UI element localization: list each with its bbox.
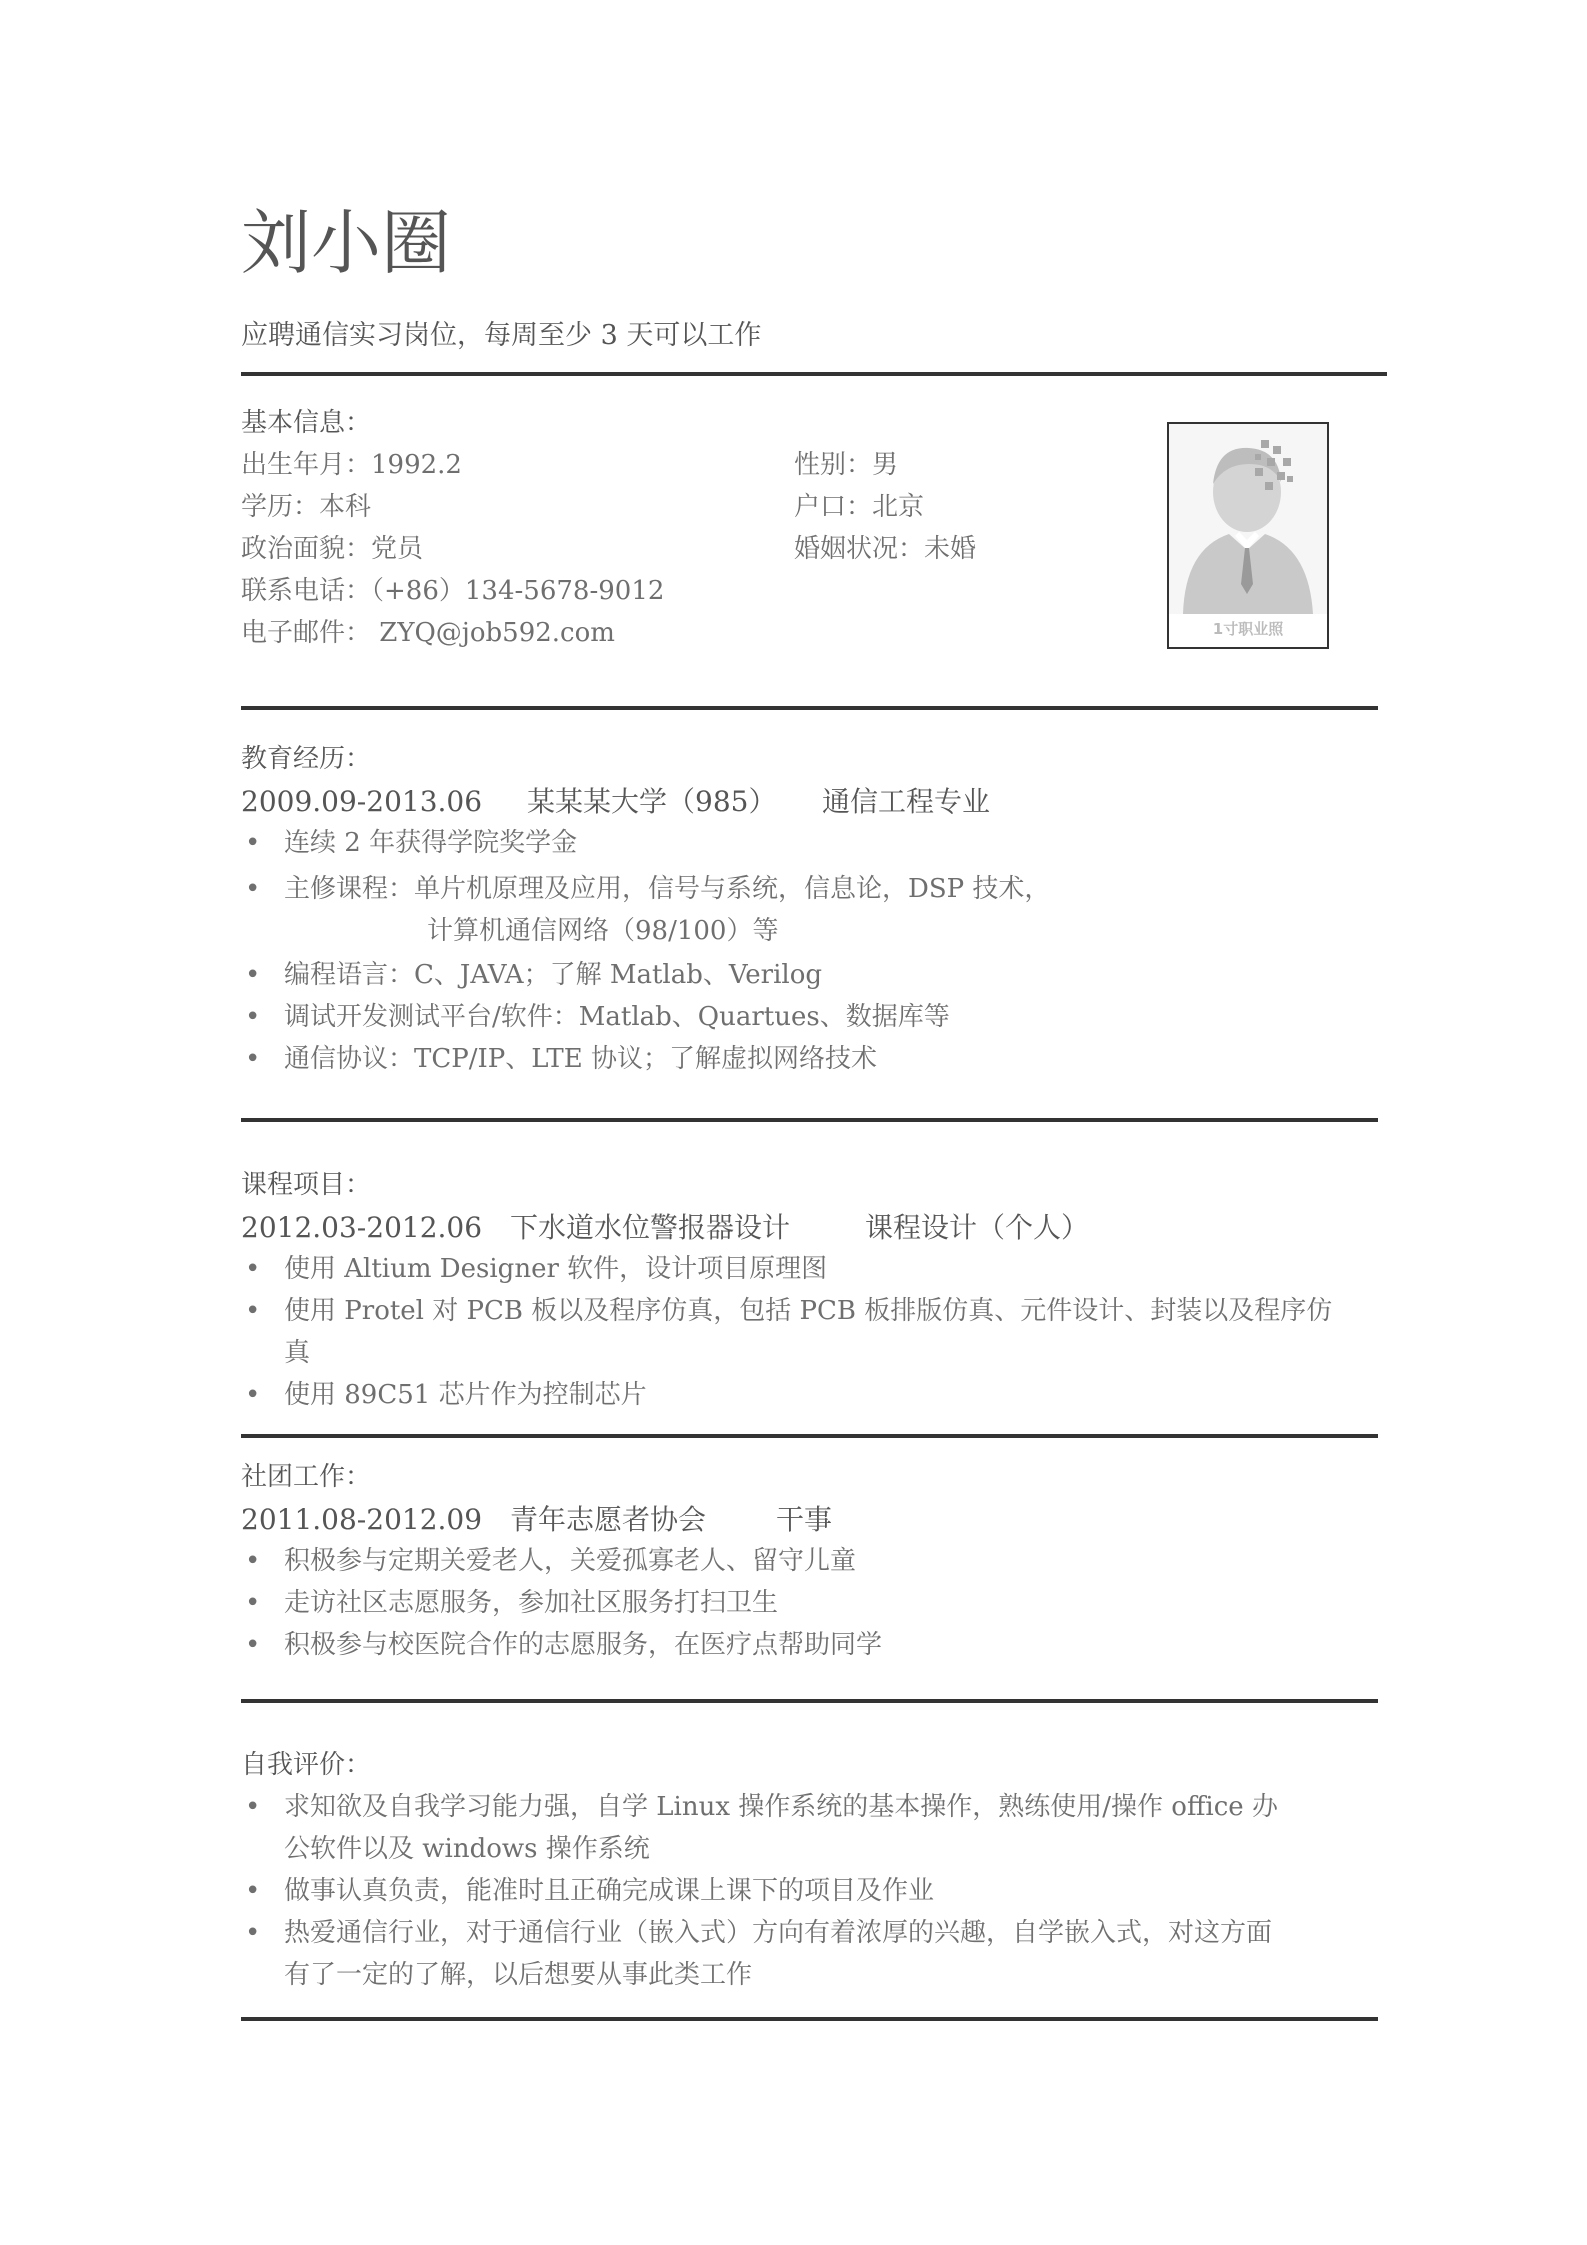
club-period: 2011.08-2012.09: [241, 1503, 483, 1536]
bullet-icon: •: [245, 1044, 261, 1074]
bullet-icon: •: [245, 1918, 261, 1948]
project-period: 2012.03-2012.06: [241, 1211, 483, 1244]
bullet-icon: •: [245, 1546, 261, 1576]
bullet-icon: •: [245, 828, 261, 858]
list-item-text: 调试开发测试平台/软件：Matlab、Quartues、数据库等: [284, 1002, 950, 1032]
political-status: 政治面貌：党员: [241, 534, 424, 564]
divider: [241, 706, 1378, 710]
profile-photo: [1167, 422, 1329, 649]
bullet-icon: •: [245, 1876, 261, 1906]
bullet-icon: •: [245, 1630, 261, 1660]
hukou: 户口：北京: [794, 492, 925, 522]
club-heading: [0, 1503, 1587, 1538]
divider: [241, 2017, 1378, 2021]
divider: [241, 1118, 1378, 1122]
avatar-placeholder-icon: [1169, 424, 1327, 647]
marital-status: 婚姻状况：未婚: [794, 534, 977, 564]
divider: [241, 1434, 1378, 1438]
divider: [241, 1699, 1378, 1703]
bullet-icon: •: [245, 1380, 261, 1410]
list-item-text: 有了一定的了解，以后想要从事此类工作: [284, 1960, 753, 1990]
education-period: 2009.09-2013.06: [241, 785, 483, 818]
bullet-icon: •: [245, 1588, 261, 1618]
list-item-text: 计算机通信网络（98/100）等: [427, 916, 779, 946]
section-title-self-eval: 自我评价：: [241, 1750, 372, 1780]
bullet-icon: •: [245, 960, 261, 990]
list-item-text: 使用 Altium Designer 软件，设计项目原理图: [284, 1254, 828, 1284]
education-school: 某某某大学（985）: [527, 785, 777, 818]
section-title-club: 社团工作：: [241, 1462, 372, 1492]
resume-name: 刘小圈: [241, 202, 451, 284]
section-title-project: 课程项目：: [241, 1170, 372, 1200]
project-name: 下水道水位警报器设计: [510, 1211, 791, 1244]
education-heading: [0, 785, 1587, 820]
bullet-icon: •: [245, 1254, 261, 1284]
project-heading: [0, 1211, 1587, 1246]
list-item-text: 积极参与定期关爱老人，关爱孤寡老人、留守儿童: [284, 1546, 857, 1576]
list-item-text: 通信协议：TCP/IP、LTE 协议；了解虚拟网络技术: [284, 1044, 877, 1074]
project-type: 课程设计（个人）: [865, 1211, 1090, 1244]
section-title-basic-info: 基本信息：: [241, 408, 372, 438]
list-item-text: 连续 2 年获得学院奖学金: [284, 828, 578, 858]
bullet-icon: •: [245, 1002, 261, 1032]
section-title-education: 教育经历：: [241, 744, 372, 774]
email[interactable]: 电子邮件： ZYQ@job592.com: [241, 618, 615, 648]
list-item-text: 使用 Protel 对 PCB 板以及程序仿真，包括 PCB 板排版仿真、元件设计、封装以及程序仿: [284, 1296, 1333, 1326]
club-org: 青年志愿者协会: [510, 1503, 707, 1536]
list-item-text: 积极参与校医院合作的志愿服务，在医疗点帮助同学: [284, 1630, 883, 1660]
bullet-icon: •: [245, 874, 261, 904]
phone: 联系电话：（+86）134-5678-9012: [241, 576, 665, 606]
bullet-icon: •: [245, 1792, 261, 1822]
club-role: 干事: [776, 1503, 833, 1536]
birth-date: 出生年月：1992.2: [241, 450, 462, 480]
job-objective: 应聘通信实习岗位，每周至少 3 天可以工作: [241, 320, 762, 351]
list-item-text: 求知欲及自我学习能力强，自学 Linux 操作系统的基本操作，熟练使用/操作 office 办: [284, 1792, 1278, 1822]
gender: 性别：男: [794, 450, 899, 480]
list-item-text: 主修课程：单片机原理及应用，信号与系统，信息论，DSP 技术，: [284, 874, 1051, 904]
list-item-text: 使用 89C51 芯片作为控制芯片: [284, 1380, 647, 1410]
list-item-text: 做事认真负责，能准时且正确完成课上课下的项目及作业: [284, 1876, 935, 1906]
photo-label: 1寸职业照: [1212, 620, 1284, 638]
list-item-text: 编程语言：C、JAVA；了解 Matlab、Verilog: [284, 960, 823, 990]
bullet-icon: •: [245, 1296, 261, 1326]
education-level: 学历：本科: [241, 492, 372, 522]
list-item-text: 公软件以及 windows 操作系统: [284, 1834, 650, 1864]
education-major: 通信工程专业: [822, 785, 991, 818]
list-item-text: 热爱通信行业，对于通信行业（嵌入式）方向有着浓厚的兴趣，自学嵌入式，对这方面: [284, 1918, 1273, 1948]
divider: [241, 372, 1387, 376]
list-item-text: 走访社区志愿服务，参加社区服务打扫卫生: [284, 1588, 779, 1618]
list-item-text: 真: [284, 1338, 311, 1368]
